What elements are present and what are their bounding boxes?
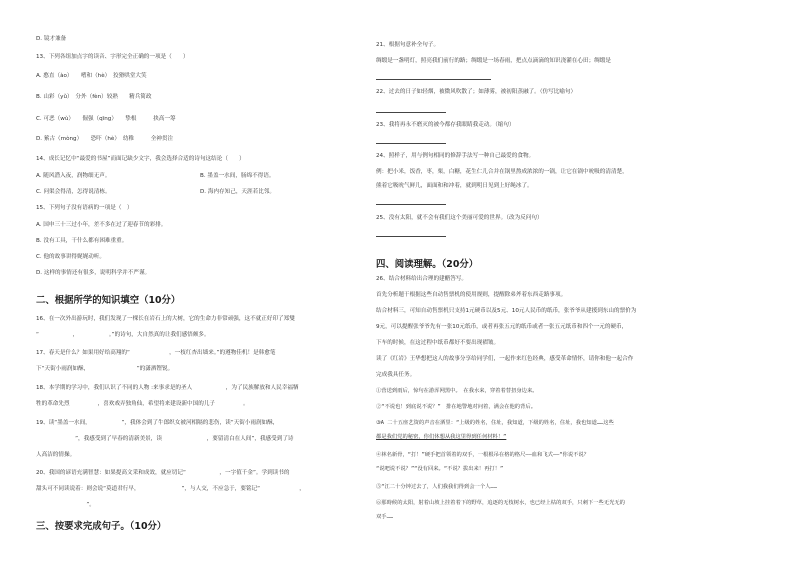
question-15-option-c: C. 他的故事讲得娓娓动听。 xyxy=(36,254,105,260)
question-23: 23、我将再永不磨灭的被今都存我眼睛我走动。（缩句） xyxy=(376,122,515,128)
reading-item-4: ④林名新骨，“打！”硬手把首领着的双手，一根根吊在格的格尺——血和飞式——“你说不说？ xyxy=(376,452,590,458)
question-20-line-3: ”。 xyxy=(36,502,95,508)
answer-paragraph-1: 首先分析题干根据这些自动售票机的使用规则，提醒除弟斧着东西走路事项。 xyxy=(376,292,567,298)
answer-line[interactable] xyxy=(376,143,446,144)
reading-item-2: ②“不说也！到底说不说？” 排在地警地对问着，满会在他的背后。 xyxy=(376,404,536,410)
question-19-line-1: 19、读“墨盖一水间， ”，我体会到了牛郎织女被河相隔的悲伤，读“天街小雨润如酥， xyxy=(36,420,279,426)
question-13-option-c: C. 可恶（wù） 倔强（qīng） 挚根 抉高一筹 xyxy=(36,116,176,122)
question-19-line-2: ”，我感受到了早春的清新美景，读 ，要留清白在人间”，我感受到了诗 xyxy=(36,436,294,442)
question-21-text: 绸缎是一盏明灯，照亮我们前行的路；绸缎是一场春雨，把点点滴滴的知识浇灌在心田；绸缎是 xyxy=(376,58,611,64)
question-16-line-1: 16、在一次外出游玩时，我们发现了一棵长在岩石上的大树，它的生命力非常顽强，这不就正好印了郑燮 xyxy=(36,316,295,322)
question-20-line-1: 20、我国的谚语充满智慧：如果提高文采和成效，就应切记“ ，一字值千金”。学到读书的 xyxy=(36,470,290,476)
reading-item-3: ③A 二十五座艺资的声音在洒里：“上级的姓名，住址，我知道，下级的姓名，住址，我也知道……这些 xyxy=(376,420,614,426)
question-17-line-1: 17、春天是什么？如果用好给高翔的“ ，一枝红杏出墙来。”的遵物佳机！是韩愈笔 xyxy=(36,350,276,356)
question-25: 25、没有太阳，就不会有我们这个美丽可爱的世界。（改为反问句） xyxy=(376,215,543,221)
answer-paragraph-2: 结合材料三，可知自动售票机只支持1元硬币以及5元、10元人民币的纸币，张爷爷从建援到东山的票价为 xyxy=(376,308,637,314)
section-2-heading: 二、根据所学的知识填空（10分） xyxy=(36,295,181,306)
question-13: 13、下列各组加点字的读音、字形完全正确的一项是（ ） xyxy=(36,54,189,60)
reading-item-4-continued: “说吧说不说？”“没有回来。“不说？拔出来！再打！” xyxy=(376,466,504,472)
reading-item-5: ⑤“江二十分钟过去了，人们我我们得到会一个人…… xyxy=(376,484,497,490)
section-3-heading: 三、按要求完成句子。（10分） xyxy=(36,521,167,532)
answer-line[interactable] xyxy=(376,204,446,205)
option-line: D. 镜才兼备 xyxy=(36,36,67,42)
question-18-line-1: 18、本学期的学习中，我们认识了不同的人物 :来事求是的圣人 ，为了民族解放和人民幸福牺 xyxy=(36,385,299,391)
question-15: 15、下列句子没有语病的一项是（ ） xyxy=(36,205,133,211)
question-15-option-b: B. 没有工具，干什么都有困难重重。 xyxy=(36,238,128,244)
reading-item-6: ⑥那時候的太阳，射着山坡上挂着着下的野草，追逐的无枝树水，也已经上枯的双手，只刺下一些无光无的 xyxy=(376,500,625,506)
question-17-line-2: 下“天街小雨润如酥， ”的潇洒铿锐。 xyxy=(36,366,174,372)
question-24-example-2: 熊着它吸吮气鲜儿，面面和和冲着，就到明日见到上好绳冰了。 xyxy=(376,183,533,189)
reading-intro-line-1: 读了《红岩》王华想把这人的故事分享给同学们，一起作来红色经典，感受革命情怀，请你和他一起合作 xyxy=(376,356,634,362)
question-26: 26、结合材料给出合理的建醋答写。 xyxy=(376,276,468,282)
question-20-line-2: 甜头可不同读说着：则会说“莫道君行早， ”，与人交，不应急于，要铭记“ ， xyxy=(36,486,305,492)
reading-intro-line-2: 完成我具任务。 xyxy=(376,372,416,378)
question-21: 21、根据句意补全句子。 xyxy=(376,42,440,48)
answer-line[interactable] xyxy=(376,112,446,113)
section-4-heading: 四、阅读理解。（20分） xyxy=(376,259,479,270)
question-14-option-c: C. 问渠会得清，怎得说清栋。 xyxy=(36,189,111,195)
question-24-example-1: 例：把小米，饭香，枣，栗，白糖，花生仁儿合并在锅里熬成浓浓的一锅，让它在锅中吮吸的清清楚， xyxy=(376,169,628,175)
answer-paragraph-3: 9元，可以提醒张爷爷先有一张10元纸币，或者再张五元的纸币或者一张五元纸币和四个一元的硬币， xyxy=(376,324,628,330)
question-14: 14、成长记忆中“最爱的书屋”而面记缺少文字，我会选择合适的诗句这结论（ ） xyxy=(36,156,245,162)
reading-item-1: ①营送到雨后，惊句在游浑网黑中。 在我水来，穿着着替扭身边来。 xyxy=(376,388,538,394)
question-13-option-a: A. 憨直（ào） 嗜和（hè） 狡猾哄堂大笑 xyxy=(36,73,147,79)
reading-item-3-continued: 都是我们党的秘密，你们休想从我这里得到任何材料！” xyxy=(376,434,507,440)
question-16-line-2: “ ， 。”的诗句，大自然真的让我们感悟颇多。 xyxy=(36,332,210,338)
answer-line[interactable] xyxy=(376,79,491,80)
answer-paragraph-4: 下车的时候，在这过程中纸币都好不要出现褶皱。 xyxy=(376,340,500,346)
question-24: 24、照样子，用与例句相同的修辞手法写一种自己最爱的食物。 xyxy=(376,153,535,159)
question-18-line-2: 牲的革命先烈 ，喜欢戏弄独角仙，希望将来建设新中国的儿子 。 xyxy=(36,401,249,407)
question-15-option-a: A. 国申三十三过小年，差不多在过了迎春节的彩排。 xyxy=(36,222,167,228)
question-13-option-b: B. 山彩（yǔ） 分外（fèn）较熟 精兵简政 xyxy=(36,94,152,100)
question-14-option-b: B. 墨盖一水间，肠绵不得语。 xyxy=(200,173,275,179)
question-22: 22、过去的日子如轻烟，被微风吹散了；如薄雾，被初阳蒸融了。（仿写比喻句） xyxy=(376,89,577,95)
question-15-option-d: D. 这样的事情还有很多，说明科学并不严谨。 xyxy=(36,270,151,276)
question-19-line-3: 人高洁的情操。 xyxy=(36,452,76,458)
answer-line[interactable] xyxy=(376,236,446,237)
question-13-option-d: D. 萦古（mòng） 恐吓（hè） 幼稚 全神贯注 xyxy=(36,136,174,142)
question-14-option-a: A. 随风潜入夜，润物细无声。 xyxy=(36,173,111,179)
reading-item-6-continued: 双手…… xyxy=(376,514,393,520)
question-14-option-d: D. 海内存知己，天涯若比邻。 xyxy=(200,189,275,195)
